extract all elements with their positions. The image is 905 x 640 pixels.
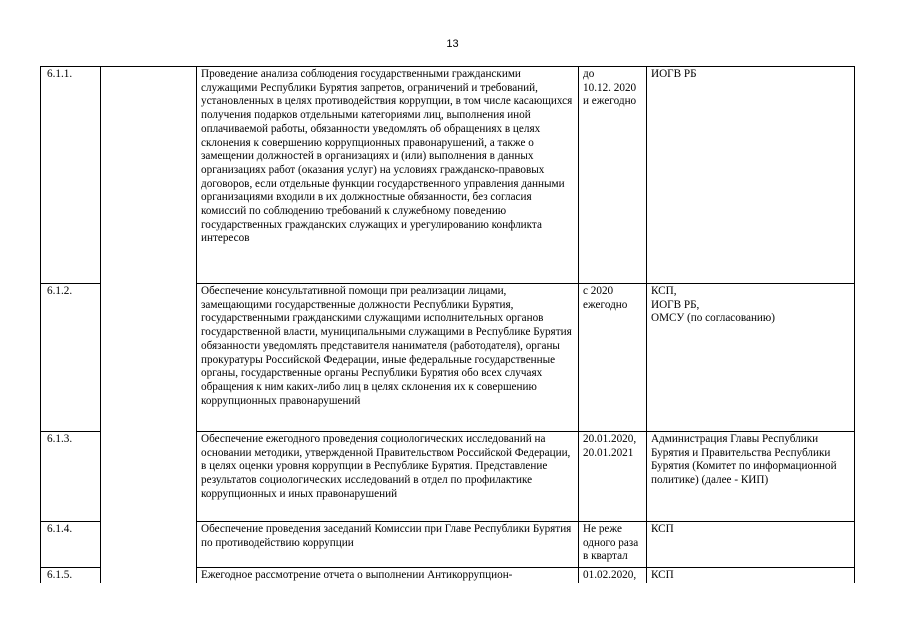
- responsible: КСП: [647, 568, 855, 583]
- item-number: 6.1.3.: [41, 432, 101, 522]
- item-number: 6.1.5.: [41, 568, 101, 583]
- measure-text: Обеспечение ежегодного проведения социологических исследований на основании методики, утвержденной Правительством Российской Федерации, в целях оценки уровня коррупции в Республике Бурятия. Представление результатов социологических исследований в отдел по профилактике коррупционных и иных правонарушений: [197, 432, 579, 522]
- responsible: ИОГВ РБ: [647, 67, 855, 284]
- responsible: КСП, ИОГВ РБ, ОМСУ (по согласованию): [647, 284, 855, 432]
- page-number: 13: [446, 38, 459, 50]
- measures-table: [40, 66, 855, 583]
- responsible: Администрация Главы Республики Бурятия и Правительства Республики Бурятия (Комитет по информационной политике) (далее - КИП): [647, 432, 855, 522]
- deadline: 01.02.2020,: [579, 568, 647, 583]
- deadline: 20.01.2020, 20.01.2021: [579, 432, 647, 522]
- measure-text: Обеспечение консультативной помощи при реализации лицами, замещающими государственные должности Республики Бурятия, государственными гражданскими служащими исполнительных органов государственной власти, муниципальными служащими в Республике Бурятия обязанности уведомлять представителя нанимателя (работодателя), органы прокуратуры Российской Федерации, иные федеральные государственные органы, государственные органы Республики Бурятия обо всех случаях обращения к ним каких-либо лиц в целях склонения их к совершению коррупционных правонарушений: [197, 284, 579, 432]
- item-number: 6.1.1.: [41, 67, 101, 284]
- item-number: 6.1.2.: [41, 284, 101, 432]
- deadline: Не реже одного раза в квартал: [579, 522, 647, 568]
- responsible: КСП: [647, 522, 855, 568]
- deadline: с 2020 ежегодно: [579, 284, 647, 432]
- measure-text: Ежегодное рассмотрение отчета о выполнении Антикоррупцион-: [197, 568, 579, 583]
- section-column: [101, 67, 197, 583]
- item-number: 6.1.4.: [41, 522, 101, 568]
- table-row: [41, 67, 855, 284]
- deadline: до 10.12. 2020 и ежегодно: [579, 67, 647, 284]
- measure-text: Проведение анализа соблюдения государственными гражданскими служащими Республики Бурятия запретов, ограничений и требований, установленных в целях противодействия коррупции, в том числе касающихся получения подарков отдельными категориями лиц, выполнения иной оплачиваемой работы, обязанности уведомлять об обращениях в целях склонения к совершению коррупционных правонарушений, а также о замещении должностей в организациях и (или) выполнения в данных организациях работ (оказания услуг) на условиях гражданско-правовых договоров, если отдельные функции государственного управления данными организациями входили в их должностные обязанности, без согласия комиссий по соблюдению требований к служебному поведению государственных гражданских служащих и урегулированию конфликта интересов: [197, 67, 579, 284]
- measure-text: Обеспечение проведения заседаний Комиссии при Главе Республики Бурятия по противодействию коррупции: [197, 522, 579, 568]
